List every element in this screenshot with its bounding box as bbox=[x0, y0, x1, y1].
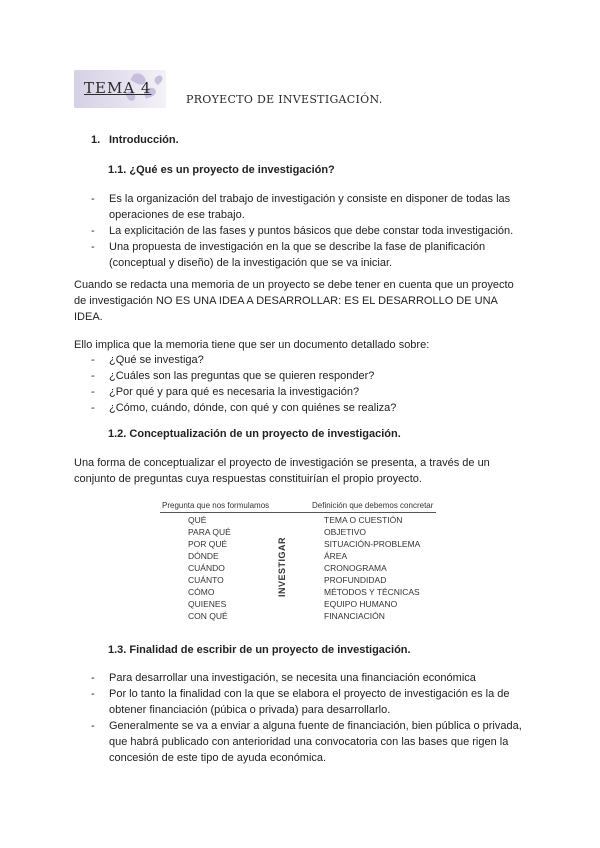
list-item: - Generalmente se va a enviar a alguna fuente de financiación, bien pública o privada, que habrá publicado con anterioridad una convocatoria con las bases que rigen la concesión de este tipo de ayuda económica. bbox=[91, 718, 531, 766]
table-question: POR QUÉ bbox=[188, 539, 228, 549]
paragraph-memoria: Cuando se redacta una memoria de un proyecto se debe tener en cuenta que un proyecto de investigación NO ES UNA IDEA A DESARROLLAR: ES EL DESARROLLO DE UNA IDEA. bbox=[74, 279, 514, 323]
subsection-heading-1-3: 1.3. Finalidad de escribir de un proyecto de investigación. bbox=[108, 644, 411, 656]
table-definition: FINANCIACIÓN bbox=[324, 611, 385, 621]
table-question: DÓNDE bbox=[188, 551, 219, 561]
list-item: - Por lo tanto la finalidad con la que se elabora el proyecto de investigación es la de obtener financiación (púbica o privada) para desarrollarlo. bbox=[91, 686, 531, 718]
list-item: - Una propuesta de investigación en la que se describe la fase de planificación (conceptual y diseño) de la investigación que se va iniciar. bbox=[91, 239, 531, 271]
table-header-rule bbox=[160, 512, 436, 513]
table-definition: OBJETIVO bbox=[324, 527, 367, 537]
table-header-definitions: Definición que debemos concretar bbox=[312, 501, 434, 510]
table-question: CÓMO bbox=[188, 587, 215, 597]
list-item: - Es la organización del trabajo de investigación y consiste en disponer de todas las operaciones de ese trabajo. bbox=[91, 191, 531, 223]
table-definition: MÉTODOS Y TÉCNICAS bbox=[324, 587, 420, 597]
questions-list bbox=[91, 352, 531, 416]
table-question: CON QUÉ bbox=[188, 611, 228, 621]
subsection-heading-1-1: 1.1. ¿Qué es un proyecto de investigación? bbox=[108, 164, 335, 176]
list-item: - La explicitación de las fases y puntos básicos que debe constar toda investigación. bbox=[91, 223, 531, 239]
table-header-questions: Pregunta que nos formulamos bbox=[162, 501, 270, 510]
table-question: QUÉ bbox=[188, 515, 207, 525]
section-title: Introducción. bbox=[109, 134, 179, 146]
section-heading bbox=[91, 134, 179, 146]
table-question: CUÁNDO bbox=[188, 563, 225, 573]
table-question: CUÁNTO bbox=[188, 575, 224, 585]
definition-list bbox=[91, 191, 531, 271]
purpose-list bbox=[91, 670, 531, 766]
table-definition: TEMA O CUESTIÓN bbox=[324, 515, 403, 525]
paragraph-implica: Ello implica que la memoria tiene que ser un documento detallado sobre: bbox=[74, 339, 430, 351]
table-definition: EQUIPO HUMANO bbox=[324, 599, 398, 609]
table-definition: SITUACIÓN-PROBLEMA bbox=[324, 539, 421, 549]
table-definition: CRONOGRAMA bbox=[324, 563, 387, 573]
list-item: - Para desarrollar una investigación, se necesita una financiación económica bbox=[91, 670, 531, 686]
table-definition: ÁREA bbox=[324, 551, 348, 561]
list-item: - ¿Cuáles son las preguntas que se quieren responder? bbox=[91, 368, 531, 384]
investigar-label: INVESTIGAR bbox=[277, 536, 287, 597]
table-question: PARA QUÉ bbox=[188, 527, 231, 537]
topic-badge: TEMA 4 bbox=[84, 79, 152, 97]
leaf-decoration bbox=[153, 74, 164, 85]
section-number: 1. bbox=[91, 134, 101, 146]
page-title: PROYECTO DE INVESTIGACIÓN. bbox=[186, 93, 383, 106]
subsection-heading-1-2: 1.2. Conceptualización de un proyecto de investigación. bbox=[108, 428, 401, 440]
list-item: - ¿Qué se investiga? bbox=[91, 352, 531, 368]
list-item: - ¿Por qué y para qué es necesaria la investigación? bbox=[91, 384, 531, 400]
list-item: - ¿Cómo, cuándo, dónde, con qué y con quiénes se realiza? bbox=[91, 400, 531, 416]
paragraph-conceptualizar: Una forma de conceptualizar el proyecto de investigación se presenta, a través de un conjunto de preguntas cuya respuestas constituirían el propio proyecto. bbox=[74, 457, 490, 485]
questions-table bbox=[160, 501, 436, 627]
table-question: QUIENES bbox=[188, 599, 227, 609]
table-definition: PROFUNDIDAD bbox=[324, 575, 387, 585]
